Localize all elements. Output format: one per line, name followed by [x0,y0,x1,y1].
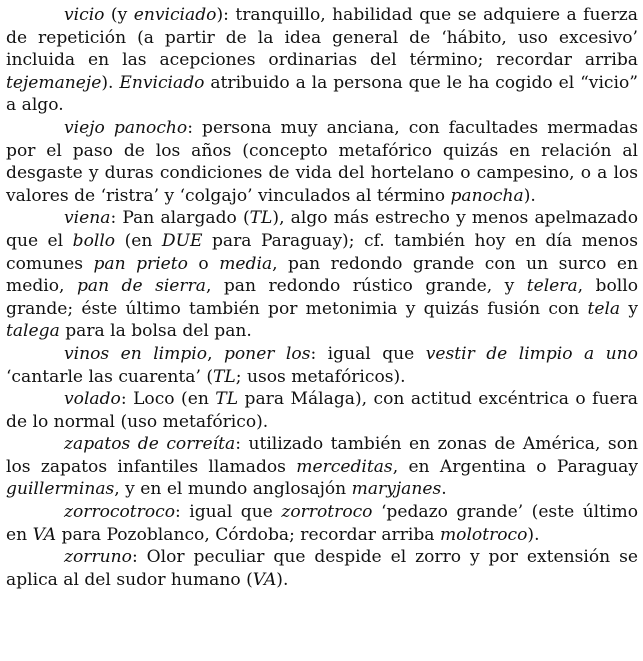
glossary-entry [6,546,638,591]
italic-term: volado [64,389,121,410]
entry-text: ). [527,524,540,545]
italic-term: enviciado [133,5,217,25]
entry-text: : igual que [310,343,426,364]
entry-text: ; usos metafóricos). [235,366,406,387]
entry-text: ): tranquillo, habilidad que se adquiere a fuerza de repetición (a partir de la idea general de ‘hábito, uso excesivo’ incluida en las acepciones ordinarias del término; recordar arriba [6,5,638,71]
glossary-entry [6,433,638,501]
italic-term: maryjanes [351,479,442,500]
italic-term: guillerminas [6,479,115,500]
entry-text: atribuido a la persona que le ha cogido el “vicio” a algo. [6,72,639,116]
italic-term: vinos en limpio [64,343,208,364]
entry-text: (y [104,5,134,25]
italic-term: viejo panocho [64,117,188,138]
italic-term: pan de sierra [76,276,206,297]
italic-term: zorruno [64,547,132,568]
italic-term: zorrotroco [281,502,373,523]
entry-text: , pan redondo rústico grande, y [205,276,527,297]
italic-term: molotroco [439,524,528,545]
entry-text: , y en el mundo anglosajón [114,479,352,500]
italic-term: zorrocotroco [64,502,175,523]
italic-term: vestir de limpio a uno [425,343,638,364]
entry-text: . [441,479,447,500]
entry-text: : igual que [175,502,282,523]
glossary-entry [6,343,638,388]
italic-term: tejemaneje [6,72,102,93]
entry-text: ). [101,72,120,93]
italic-term: zapatos de correíta [64,434,236,455]
entry-text: ‘pedazo grande’ (este último en [6,502,638,545]
entry-text: ). [523,185,536,206]
italic-term: telera [526,276,578,297]
italic-term: bollo [72,230,116,251]
entry-text: , bollo grande; éste último también por metonimia y quizás fusión con [6,276,639,319]
entry-text: para la bolsa del pan. [59,321,252,342]
italic-term: VA [32,524,57,545]
italic-term: poner los [223,343,311,364]
italic-term: pan prieto [93,253,188,274]
entry-text: para Paraguay); cf. también hoy en día menos comunes [6,230,638,274]
entry-text: : Olor peculiar que despide el zorro y por extensión se aplica al del sudor humano ( [6,547,638,590]
italic-term: VA [252,569,277,590]
glossary-entry [6,388,638,433]
entry-text: , pan redondo grande con un surco en medio, [6,253,639,297]
entry-text: o [187,253,220,274]
entry-text: ), algo más estrecho y menos apelmazado que el [6,208,638,251]
entry-text: : utilizado también en zonas de América, son los zapatos infantiles llamados [6,434,639,477]
entry-text: , [207,343,224,364]
italic-term: TL [213,366,236,387]
italic-term: media [219,253,273,274]
entry-text: (en [115,230,162,251]
glossary-entries [6,4,638,591]
glossary-entry [6,4,638,117]
italic-term: TL [249,208,273,229]
italic-term: panocha [450,185,524,206]
entry-text: para Pozoblanco, Córdoba; recordar arriba [56,524,440,545]
entry-text: , en Argentina o Paraguay [392,456,638,477]
italic-term: vicio [64,5,105,25]
italic-term: viena [64,208,111,229]
glossary-entry [6,501,638,546]
entry-text: ). [276,569,289,590]
italic-term: talega [6,321,60,342]
entry-text: ‘cantarle las cuarenta’ ( [6,366,213,387]
glossary-entry [6,117,638,207]
glossary-entry [6,207,638,343]
entry-text: : Pan alargado ( [110,208,250,229]
italic-term: TL [215,389,239,410]
italic-term: tela [587,298,621,319]
italic-term: merceditas [296,456,393,477]
entry-text: para Málaga), con actitud excéntrica o fuera de lo normal (uso metafórico). [6,389,638,432]
entry-text: y [620,298,638,319]
entry-text: : Loco (en [120,389,216,410]
entry-text: : persona muy anciana, con facultades mermadas por el paso de los años (concepto metafórico quizás en relación al desgaste y duras condiciones de vida del hortelano o campesino, o a los valores de ‘ristra’ y ‘colgajo’ vinculados al término [6,117,638,206]
italic-term: DUE [161,230,203,251]
italic-term: Enviciado [119,72,205,93]
